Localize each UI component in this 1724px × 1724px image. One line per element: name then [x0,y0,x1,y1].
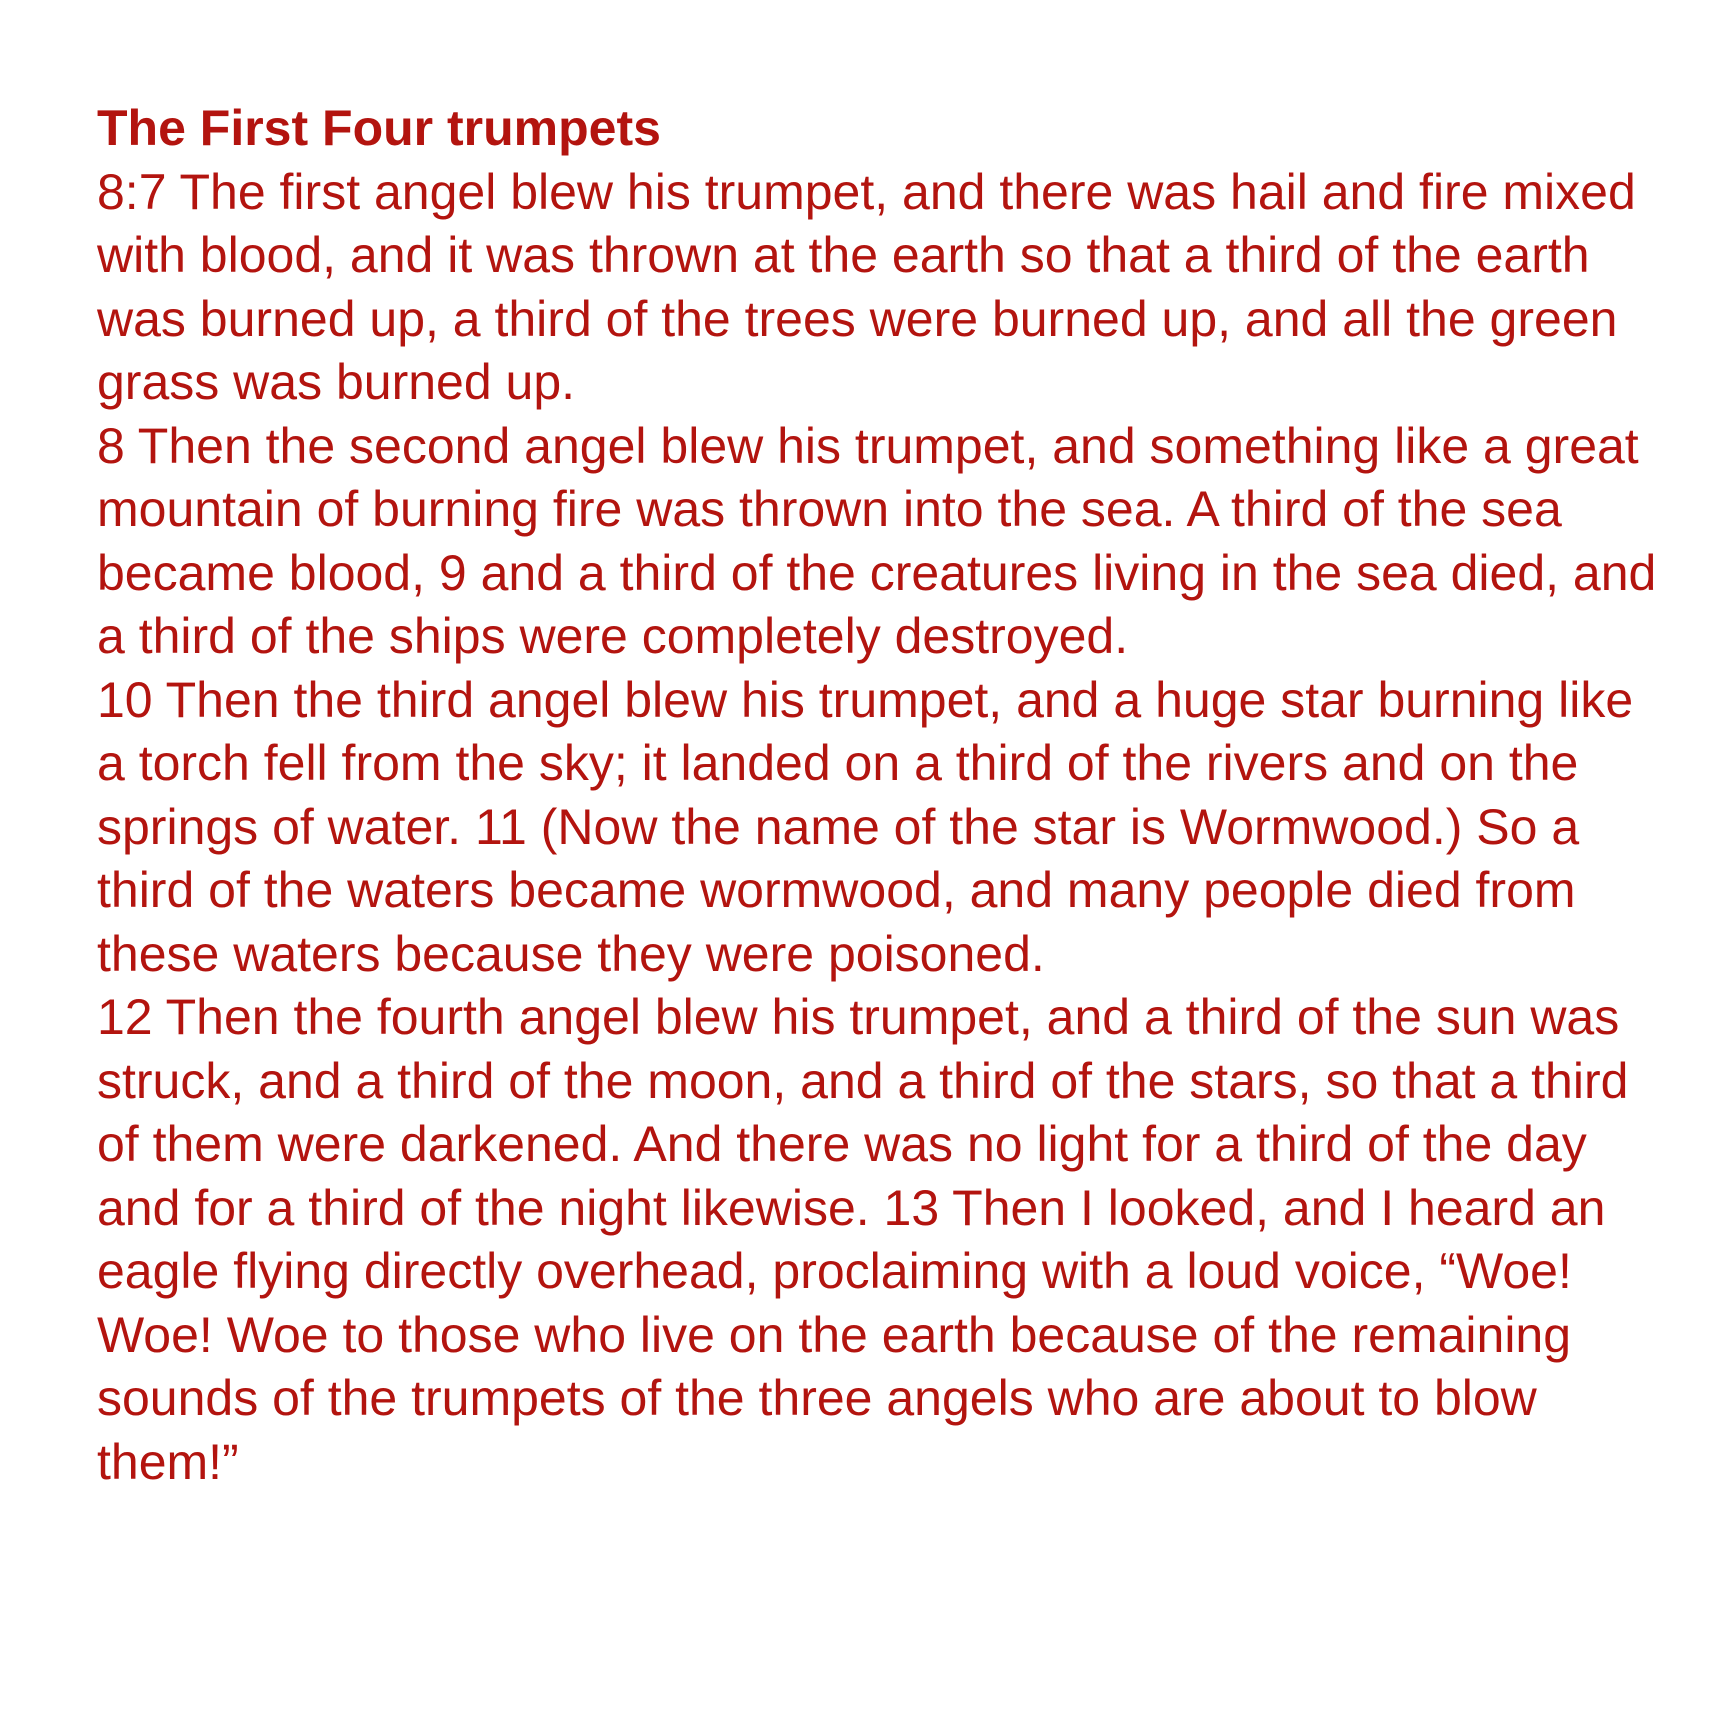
section-heading: The First Four trumpets [97,100,661,156]
verse-paragraph-1: 8:7 The first angel blew his trumpet, and there was hail and fire mixed with blood, and it was thrown at the earth so that a third of the earth was burned up, a third of the trees were burned up, and all the green grass was burned up. [97,163,1636,410]
document-body [97,97,1657,1494]
verse-paragraph-2: 8 Then the second angel blew his trumpet, and something like a great mountain of burning fire was thrown into the sea. A third of the sea became blood, 9 and a third of the creatures living in the sea died, and a third of the ships were completely destroyed. [97,417,1657,664]
verse-paragraph-4: 12 Then the fourth angel blew his trumpet, and a third of the sun was struck, and a third of the moon, and a third of the stars, so that a third of them were darkened. And there was no light for a third of the day and for a third of the night likewise. 13 Then I looked, and I heard an eagle flying directly overhead, proclaiming with a loud voice, “Woe! Woe! Woe to those who live on the earth because of the remaining sounds of the trumpets of the three angels who are about to blow them!” [97,989,1629,1490]
verse-paragraph-3: 10 Then the third angel blew his trumpet, and a huge star burning like a torch fell from the sky; it landed on a third of the rivers and on the springs of water. 11 (Now the name of the star is Wormwood.) So a third of the waters became wormwood, and many people died from these waters because they were poisoned. [97,671,1634,982]
